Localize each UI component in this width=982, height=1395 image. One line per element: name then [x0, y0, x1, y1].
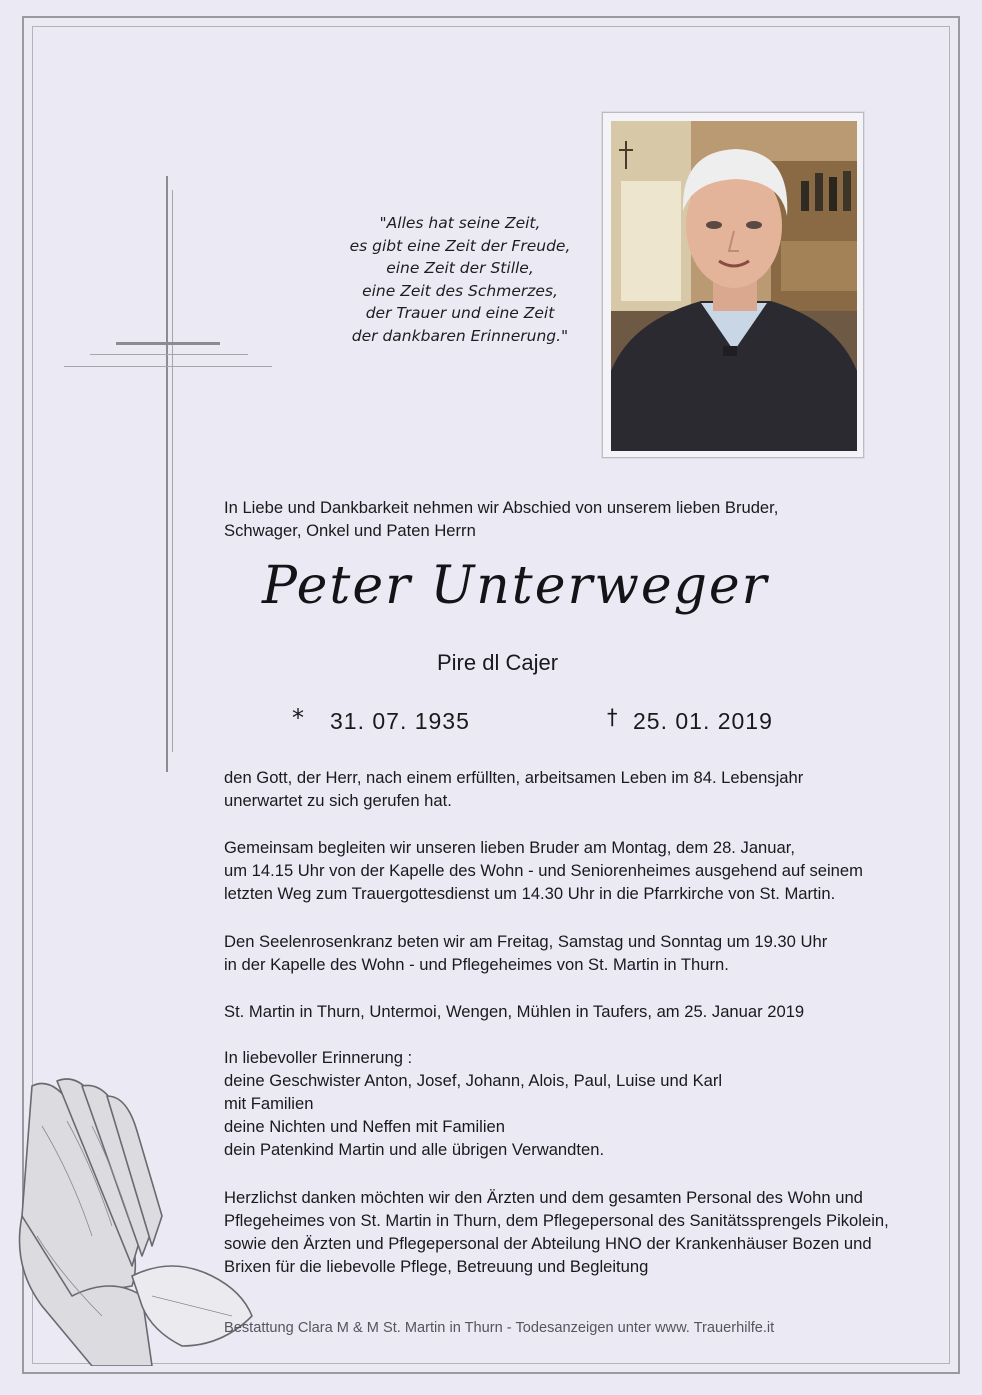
rosary-line: in der Kapelle des Wohn - und Pflegeheimes von St. Martin in Thurn.: [224, 955, 729, 974]
quote: [320, 212, 600, 348]
intro-line: Schwager, Onkel und Paten Herrn: [224, 521, 476, 540]
death-cross-icon: †: [607, 705, 618, 729]
mourners-line: dein Patenkind Martin und alle übrigen Verwandten.: [224, 1140, 605, 1159]
quote-line: eine Zeit des Schmerzes,: [362, 281, 558, 300]
thanks-line: Brixen für die liebevolle Pflege, Betreuung und Begleitung: [224, 1257, 649, 1276]
quote-line: der dankbaren Erinnerung.": [351, 326, 569, 345]
birth-date: 31. 07. 1935: [330, 708, 470, 734]
mourners-line: deine Nichten und Neffen mit Familien: [224, 1117, 506, 1136]
mourners-line: In liebevoller Erinnerung :: [224, 1048, 413, 1067]
passing-line: den Gott, der Herr, nach einem erfüllten, arbeitsamen Leben im 84. Lebensjahr: [224, 768, 804, 787]
funeral-line: letzten Weg zum Trauergottesdienst um 14.30 Uhr in die Pfarrkirche von St. Martin.: [224, 884, 836, 903]
quote-line: es gibt eine Zeit der Freude,: [349, 236, 571, 255]
thanks-line: sowie den Ärzten und Pflegepersonal der Abteilung HNO der Krankenhäuser Bozen und: [224, 1234, 872, 1253]
thanks-line: Pflegeheimes von St. Martin in Thurn, dem Pflegepersonal des Sanitätssprengels Pikolein,: [224, 1211, 889, 1230]
deceased-nickname: Pire dl Cajer: [437, 650, 559, 675]
footer-note: Bestattung Clara M & M St. Martin in Thurn - Todesanzeigen unter www. Trauerhilfe.it: [224, 1320, 775, 1336]
passing-line: unerwartet zu sich gerufen hat.: [224, 791, 452, 810]
death-date: 25. 01. 2019: [633, 708, 773, 734]
place-date: St. Martin in Thurn, Untermoi, Wengen, Mühlen in Taufers, am 25. Januar 2019: [224, 1002, 805, 1021]
funeral-line: um 14.15 Uhr von der Kapelle des Wohn - und Seniorenheimes ausgehend auf seinem: [224, 861, 863, 880]
deceased-name: Peter Unterweger: [262, 556, 769, 616]
quote-line: eine Zeit der Stille,: [386, 259, 534, 278]
quote-line: der Trauer und eine Zeit: [365, 304, 555, 323]
thanks-line: Herzlichst danken möchten wir den Ärzten und dem gesamten Personal des Wohn und: [224, 1188, 863, 1207]
intro-line: In Liebe und Dankbarkeit nehmen wir Abschied von unserem lieben Bruder,: [224, 498, 779, 517]
mourners-line: deine Geschwister Anton, Josef, Johann, Alois, Paul, Luise und Karl: [224, 1071, 723, 1090]
portrait-photo: [602, 112, 864, 458]
funeral-line: Gemeinsam begleiten wir unseren lieben Bruder am Montag, dem 28. Januar,: [224, 838, 795, 857]
birth-symbol: *: [292, 704, 304, 732]
quote-line: "Alles hat seine Zeit,: [379, 214, 541, 232]
mourners-line: mit Familien: [224, 1094, 314, 1113]
rosary-line: Den Seelenrosenkranz beten wir am Freitag, Samstag und Sonntag um 19.30 Uhr: [224, 932, 828, 951]
